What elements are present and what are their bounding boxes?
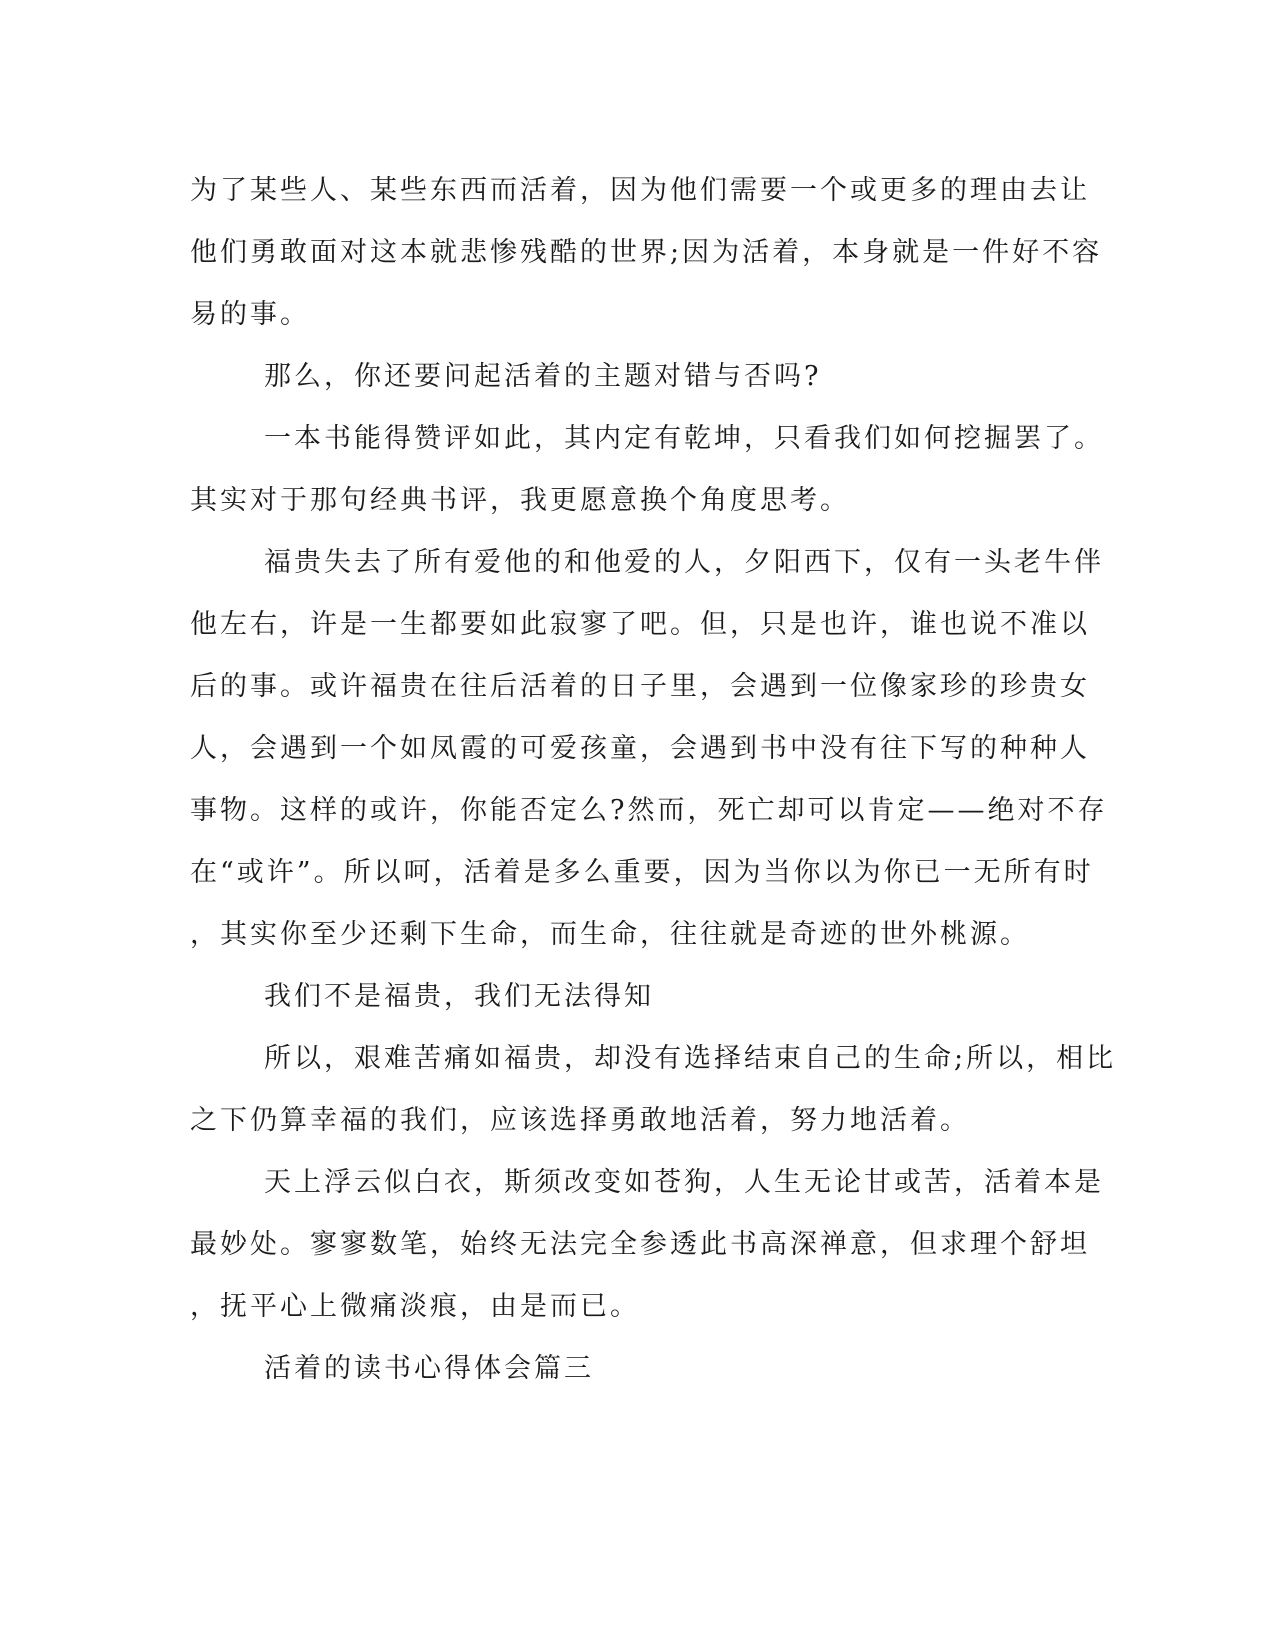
text-line: 人，会遇到一个如凤霞的可爱孩童，会遇到书中没有往下写的种种人 <box>190 733 1090 764</box>
text-line: 一本书能得赞评如此，其内定有乾坤，只看我们如何挖掘罢了。 <box>264 423 1104 454</box>
text-line: 我们不是福贵，我们无法得知 <box>264 981 654 1012</box>
text-line: 他左右，许是一生都要如此寂寥了吧。但，只是也许，谁也说不准以 <box>190 609 1090 640</box>
text-line: 在“或许”。所以呵，活着是多么重要，因为当你以为你已一无所有时 <box>190 857 1094 888</box>
text-line: 为了某些人、某些东西而活着，因为他们需要一个或更多的理由去让 <box>190 175 1090 206</box>
text-line: ，抚平心上微痛淡痕，由是而已。 <box>190 1291 640 1322</box>
text-line: 易的事。 <box>190 299 310 330</box>
text-line: 其实对于那句经典书评，我更愿意换个角度思考。 <box>190 485 850 516</box>
text-line: 最妙处。寥寥数笔，始终无法完全参透此书高深禅意，但求理个舒坦 <box>190 1229 1090 1260</box>
text-line: 福贵失去了所有爱他的和他爱的人，夕阳西下，仅有一头老牛伴 <box>264 547 1104 578</box>
text-line: 之下仍算幸福的我们，应该选择勇敢地活着，努力地活着。 <box>190 1105 970 1136</box>
document-body <box>190 160 1117 1400</box>
section-heading: 活着的读书心得体会篇三 <box>264 1353 594 1384</box>
text-line: 那么，你还要问起活着的主题对错与否吗? <box>264 361 822 392</box>
text-line: 后的事。或许福贵在往后活着的日子里，会遇到一位像家珍的珍贵女 <box>190 671 1090 702</box>
text-line: 天上浮云似白衣，斯须改变如苍狗，人生无论甘或苦，活着本是 <box>264 1167 1104 1198</box>
text-line: 所以，艰难苦痛如福贵，却没有选择结束自己的生命;所以，相比 <box>264 1043 1117 1074</box>
text-line: 事物。这样的或许，你能否定么?然而，死亡却可以肯定——绝对不存 <box>190 795 1108 826</box>
text-line: 他们勇敢面对这本就悲惨残酷的世界;因为活着，本身就是一件好不容 <box>190 237 1103 268</box>
text-line: ，其实你至少还剩下生命，而生命，往往就是奇迹的世外桃源。 <box>190 919 1030 950</box>
